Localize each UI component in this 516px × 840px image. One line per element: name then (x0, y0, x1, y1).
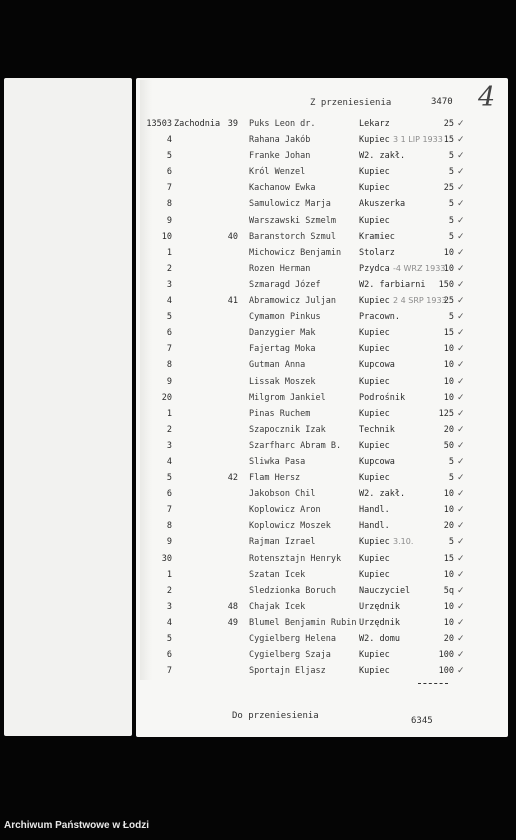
amount: 5q (443, 585, 454, 596)
entry-number: 20 (161, 392, 172, 403)
occupation: W2. zakł. (359, 151, 406, 162)
occupation: Kramiec (359, 231, 395, 242)
amount: 5 (448, 473, 454, 484)
amount: 5 (448, 199, 454, 210)
person-name: Samulowicz Marja (249, 199, 331, 210)
entry-number: 1 (166, 247, 172, 258)
table-row (0, 634, 516, 650)
amount: 125 (438, 408, 454, 419)
entry-number: 6 (166, 167, 172, 178)
occupation: Technik (359, 424, 395, 435)
occupation: Handl. (359, 505, 390, 516)
table-row (0, 393, 516, 409)
entry-number: 5 (166, 634, 172, 644)
amount: 10 (443, 263, 454, 274)
house-number: 41 (227, 296, 238, 307)
carry-out-label: Do przeniesienia (232, 711, 319, 721)
occupation: Kupiec (359, 296, 390, 307)
table-row (0, 216, 516, 232)
check-mark: ✓ (457, 424, 465, 435)
occupation: Kupiec (359, 215, 390, 226)
entry-number: 3 (166, 601, 172, 612)
entry-number: 5 (166, 312, 172, 323)
occupation: Kupiec (359, 135, 390, 146)
entry-number: 7 (166, 183, 172, 194)
table-row (0, 554, 516, 570)
occupation: Handl. (359, 521, 390, 532)
person-name: Cygielberg Szaja (249, 650, 331, 661)
carry-in-amount: 3470 (431, 97, 453, 107)
check-mark: ✓ (457, 473, 465, 484)
entry-number: 7 (166, 344, 172, 355)
check-mark: ✓ (457, 553, 465, 564)
check-mark: ✓ (457, 489, 465, 500)
date-stamp: 3 1 LIP 1933 (393, 135, 443, 145)
check-mark: ✓ (457, 183, 465, 194)
amount: 5 (448, 151, 454, 162)
table-row (0, 618, 516, 634)
amount: 10 (443, 489, 454, 500)
person-name: Warszawski Szmelm (249, 215, 336, 226)
person-name: Rajman Izrael (249, 537, 316, 548)
person-name: Franke Johan (249, 151, 311, 162)
person-name: Jakobson Chil (249, 489, 316, 500)
person-name: Rozen Herman (249, 263, 311, 274)
occupation: Urzędnik (359, 617, 400, 628)
occupation: Kupcowa (359, 456, 395, 467)
entry-number: 9 (166, 215, 172, 226)
person-name: Szapocznik Izak (249, 424, 326, 435)
table-row (0, 151, 516, 167)
occupation: Stolarz (359, 247, 395, 258)
occupation: Kupiec (359, 183, 390, 194)
amount: 10 (443, 247, 454, 258)
entry-number: 6 (166, 489, 172, 500)
occupation: Pracown. (359, 312, 400, 323)
person-name: Flam Hersz (249, 473, 301, 484)
table-row (0, 409, 516, 425)
check-mark: ✓ (457, 617, 465, 628)
occupation: Kupiec (359, 666, 390, 677)
amount: 50 (443, 440, 454, 451)
check-mark: ✓ (457, 215, 465, 226)
person-name: Szmaragd Józef (249, 279, 321, 290)
entry-number: 8 (166, 360, 172, 371)
occupation: Nauczyciel (359, 585, 411, 596)
check-mark: ✓ (457, 650, 465, 661)
check-mark: ✓ (457, 601, 465, 612)
street-name: Zachodnia (174, 119, 221, 129)
person-name: Michowicz Benjamin (249, 247, 342, 258)
person-name: Fajertag Moka (249, 344, 316, 355)
table-row (0, 425, 516, 441)
amount: 5 (448, 167, 454, 178)
table-row (0, 360, 516, 376)
occupation: Podrośnik (359, 392, 406, 403)
amount: 5 (448, 231, 454, 242)
check-mark: ✓ (457, 585, 465, 596)
amount: 10 (443, 601, 454, 612)
table-row (0, 537, 516, 553)
table-row (0, 264, 516, 280)
check-mark: ✓ (457, 666, 465, 677)
table-row (0, 570, 516, 586)
entry-number: 7 (166, 505, 172, 516)
table-row (0, 119, 516, 135)
check-mark: ✓ (457, 151, 465, 162)
check-mark: ✓ (457, 634, 465, 644)
amount: 25 (443, 119, 454, 129)
entry-number: 6 (166, 650, 172, 661)
table-row (0, 199, 516, 215)
occupation: Kupiec (359, 537, 390, 548)
amount: 15 (443, 328, 454, 339)
person-name: Cygielberg Helena (249, 634, 336, 644)
table-row (0, 650, 516, 666)
entry-number: 9 (166, 376, 172, 387)
table-row (0, 457, 516, 473)
person-name: Król Wenzel (249, 167, 306, 178)
entry-number: 5 (166, 473, 172, 484)
person-name: Baranstorch Szmul (249, 231, 336, 242)
occupation: Akuszerka (359, 199, 406, 210)
occupation: W2. farbiarni (359, 279, 426, 290)
table-row (0, 441, 516, 457)
table-row (0, 328, 516, 344)
amount: 15 (443, 135, 454, 146)
house-number: 39 (227, 119, 238, 129)
entry-number: 7 (166, 666, 172, 677)
entry-number: 2 (166, 263, 172, 274)
person-name: Szarfharc Abram B. (249, 440, 342, 451)
entry-number: 4 (166, 617, 172, 628)
amount: 25 (443, 183, 454, 194)
entry-number: 8 (166, 199, 172, 210)
entry-number: 13503 (146, 119, 172, 129)
house-number: 42 (227, 473, 238, 484)
check-mark: ✓ (457, 569, 465, 580)
person-name: Chajak Icek (249, 601, 306, 612)
check-mark: ✓ (457, 199, 465, 210)
occupation: Kupiec (359, 569, 390, 580)
table-row (0, 505, 516, 521)
check-mark: ✓ (457, 344, 465, 355)
entry-number: 5 (166, 151, 172, 162)
entry-number: 30 (161, 553, 172, 564)
occupation: Lekarz (359, 119, 390, 129)
check-mark: ✓ (457, 328, 465, 339)
amount: 5 (448, 537, 454, 548)
amount: 5 (448, 312, 454, 323)
check-mark: ✓ (457, 312, 465, 323)
table-row (0, 473, 516, 489)
table-row (0, 232, 516, 248)
occupation: Urzędnik (359, 601, 400, 612)
entry-number: 3 (166, 279, 172, 290)
occupation: Kupiec (359, 344, 390, 355)
check-mark: ✓ (457, 296, 465, 307)
entry-number: 10 (161, 231, 172, 242)
amount: 5 (448, 215, 454, 226)
amount: 10 (443, 344, 454, 355)
person-name: Blumel Benjamin Rubin (249, 617, 357, 628)
table-row (0, 344, 516, 360)
carry-in-label: Z przeniesienia (310, 98, 392, 108)
table-row (0, 602, 516, 618)
person-name: Lissak Moszek (249, 376, 316, 387)
house-number: 48 (227, 601, 238, 612)
amount: 15 (443, 553, 454, 564)
check-mark: ✓ (457, 360, 465, 371)
check-mark: ✓ (457, 505, 465, 516)
table-row (0, 135, 516, 151)
table-row (0, 312, 516, 328)
corner-mark: 4 (478, 82, 496, 113)
entry-number: 1 (166, 408, 172, 419)
table-row (0, 377, 516, 393)
check-mark: ✓ (457, 231, 465, 242)
check-mark: ✓ (457, 440, 465, 451)
occupation: Kupiec (359, 376, 390, 387)
person-name: Danzygier Mak (249, 328, 316, 339)
amount: 5 (448, 456, 454, 467)
table-row (0, 666, 516, 682)
table-row (0, 296, 516, 312)
person-name: Rahana Jakób (249, 135, 311, 146)
amount: 10 (443, 392, 454, 403)
amount: 150 (438, 279, 454, 290)
occupation: Kupiec (359, 650, 390, 661)
person-name: Cymamon Pinkus (249, 312, 321, 323)
amount: 20 (443, 521, 454, 532)
check-mark: ✓ (457, 537, 465, 548)
date-stamp: 3.10. (393, 537, 414, 547)
occupation: Kupiec (359, 167, 390, 178)
entry-number: 4 (166, 135, 172, 146)
check-mark: ✓ (457, 408, 465, 419)
person-name: Koplowicz Moszek (249, 521, 331, 532)
table-row (0, 521, 516, 537)
person-name: Rotensztajn Henryk (249, 553, 342, 564)
entry-number: 2 (166, 424, 172, 435)
amount: 20 (443, 634, 454, 644)
occupation: Kupcowa (359, 360, 395, 371)
person-name: Abramowicz Juljan (249, 296, 336, 307)
table-row (0, 586, 516, 602)
table-row (0, 183, 516, 199)
person-name: Sledzionka Boruch (249, 585, 336, 596)
check-mark: ✓ (457, 376, 465, 387)
amount: 10 (443, 617, 454, 628)
amount: 10 (443, 360, 454, 371)
person-name: Sliwka Pasa (249, 456, 306, 467)
occupation: Kupiec (359, 408, 390, 419)
person-name: Puks Leon dr. (249, 119, 316, 129)
check-mark: ✓ (457, 279, 465, 290)
total-underline (418, 683, 448, 684)
entry-number: 2 (166, 585, 172, 596)
amount: 10 (443, 376, 454, 387)
table-row (0, 280, 516, 296)
amount: 10 (443, 569, 454, 580)
occupation: Pzydca (359, 263, 390, 274)
occupation: Kupiec (359, 553, 390, 564)
check-mark: ✓ (457, 119, 465, 129)
occupation: W2. zakł. (359, 489, 406, 500)
person-name: Szatan Icek (249, 569, 306, 580)
archive-label: Archiwum Państwowe w Łodzi (4, 820, 150, 831)
person-name: Sportajn Eljasz (249, 666, 326, 677)
check-mark: ✓ (457, 135, 465, 146)
date-stamp: 2 4 SRP 1933 (393, 296, 447, 306)
entry-number: 4 (166, 296, 172, 307)
person-name: Koplowicz Aron (249, 505, 321, 516)
check-mark: ✓ (457, 247, 465, 258)
person-name: Milgrom Jankiel (249, 392, 326, 403)
entry-number: 8 (166, 521, 172, 532)
entry-number: 6 (166, 328, 172, 339)
table-row (0, 248, 516, 264)
table-row (0, 167, 516, 183)
person-name: Pinas Ruchem (249, 408, 311, 419)
check-mark: ✓ (457, 392, 465, 403)
house-number: 49 (227, 617, 238, 628)
date-stamp: -4 WRZ 1933 (393, 263, 446, 273)
occupation: Kupiec (359, 440, 390, 451)
amount: 10 (443, 505, 454, 516)
amount: 100 (438, 666, 454, 677)
occupation: Kupiec (359, 328, 390, 339)
check-mark: ✓ (457, 263, 465, 274)
entry-number: 3 (166, 440, 172, 451)
amount: 100 (438, 650, 454, 661)
person-name: Kachanow Ewka (249, 183, 316, 194)
person-name: Gutman Anna (249, 360, 306, 371)
occupation: W2. domu (359, 634, 400, 644)
entry-number: 9 (166, 537, 172, 548)
check-mark: ✓ (457, 456, 465, 467)
entry-number: 1 (166, 569, 172, 580)
house-number: 40 (227, 231, 238, 242)
table-row (0, 489, 516, 505)
occupation: Kupiec (359, 473, 390, 484)
ledger-rows (0, 119, 516, 682)
amount: 25 (443, 296, 454, 307)
check-mark: ✓ (457, 521, 465, 532)
carry-out-amount: 6345 (411, 716, 433, 726)
check-mark: ✓ (457, 167, 465, 178)
amount: 20 (443, 424, 454, 435)
entry-number: 4 (166, 456, 172, 467)
